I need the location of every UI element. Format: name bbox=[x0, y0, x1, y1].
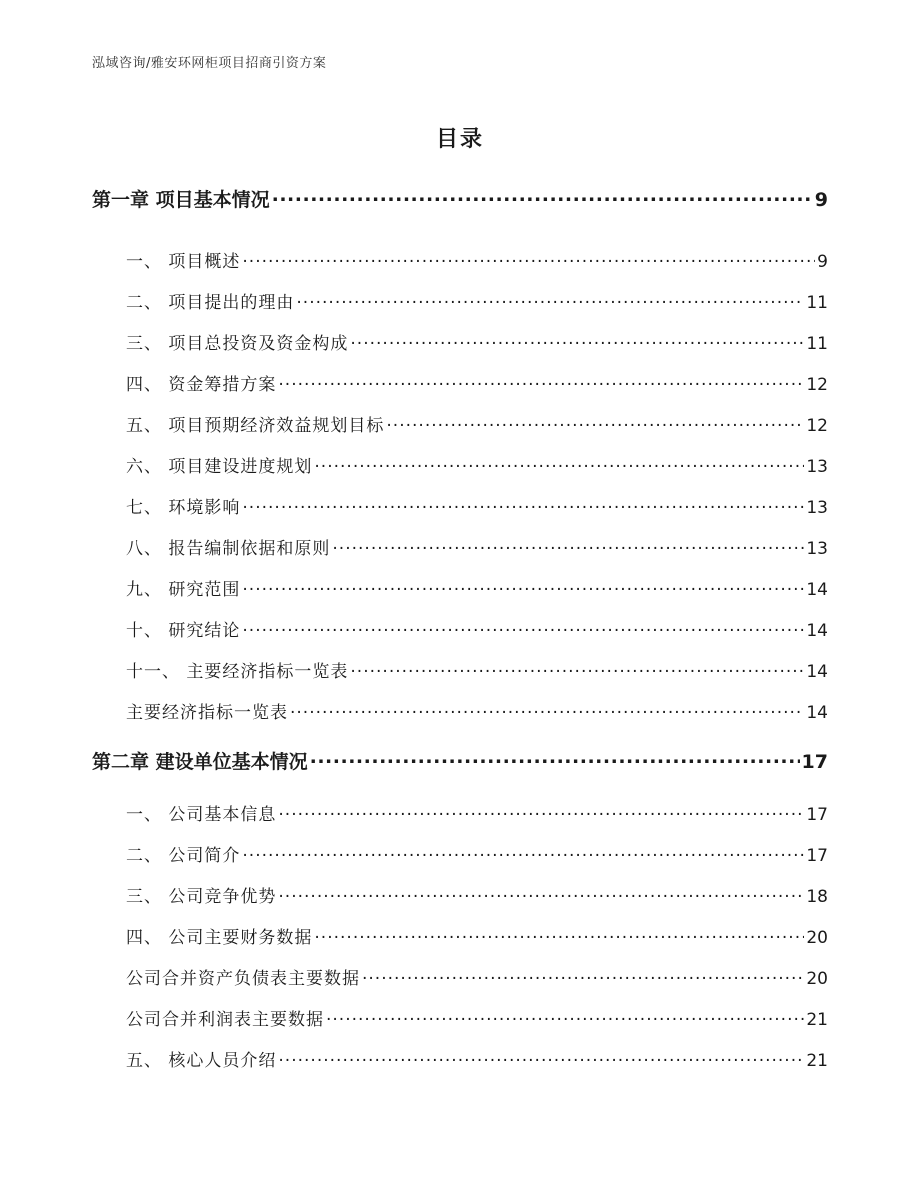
toc-chapter-entry[interactable] bbox=[92, 185, 828, 212]
toc-title: 目录 bbox=[435, 127, 484, 152]
toc-section-entry[interactable] bbox=[126, 493, 828, 518]
toc-entry-label: 十、 研究结论 bbox=[126, 621, 241, 641]
toc-entry-page: 18 bbox=[806, 887, 828, 907]
toc-entry-label: 第一章 项目基本情况 bbox=[92, 189, 270, 211]
toc-section-entry[interactable] bbox=[126, 882, 828, 907]
toc-section-entry[interactable] bbox=[126, 657, 828, 682]
toc-section-entry[interactable] bbox=[126, 370, 828, 395]
toc-entry-label: 第二章 建设单位基本情况 bbox=[92, 751, 308, 773]
toc-entry-page: 20 bbox=[806, 928, 828, 948]
toc-entry-label: 四、 资金筹措方案 bbox=[126, 375, 277, 395]
toc-section-entry[interactable] bbox=[126, 329, 828, 354]
dot-leader bbox=[314, 455, 804, 472]
toc-entry-label: 八、 报告编制依据和原则 bbox=[126, 539, 331, 559]
toc-entry-label: 三、 公司竞争优势 bbox=[126, 887, 277, 907]
toc-section-entry[interactable] bbox=[126, 1046, 828, 1071]
dot-leader bbox=[332, 537, 804, 554]
dot-leader bbox=[242, 844, 804, 861]
dot-leader bbox=[350, 660, 804, 677]
toc-section-entry[interactable] bbox=[126, 575, 828, 600]
dot-leader bbox=[278, 885, 804, 902]
toc-chapter-entry[interactable] bbox=[92, 747, 828, 774]
toc-entry-label: 主要经济指标一览表 bbox=[126, 703, 288, 723]
toc-section-entry[interactable] bbox=[126, 288, 828, 313]
dot-leader bbox=[350, 332, 804, 349]
dot-leader bbox=[314, 926, 804, 943]
toc-section-entry[interactable] bbox=[126, 534, 828, 559]
toc-entry-page: 14 bbox=[806, 703, 828, 723]
toc-entry-label: 五、 核心人员介绍 bbox=[126, 1051, 277, 1071]
toc-entry-page: 11 bbox=[806, 334, 828, 354]
toc-entry-label: 六、 项目建设进度规划 bbox=[126, 457, 313, 477]
toc-entry-page: 12 bbox=[806, 416, 828, 436]
dot-leader bbox=[362, 967, 804, 984]
toc-entry-label: 九、 研究范围 bbox=[126, 580, 241, 600]
toc-entry-page: 17 bbox=[806, 805, 828, 825]
running-header: 泓域咨询/雅安环网柜项目招商引资方案 bbox=[92, 56, 327, 71]
toc-entry-page: 14 bbox=[806, 580, 828, 600]
dot-leader bbox=[290, 701, 804, 718]
toc-section-entry[interactable] bbox=[126, 841, 828, 866]
toc-entry-label: 一、 公司基本信息 bbox=[126, 805, 277, 825]
toc-section-entry[interactable] bbox=[126, 616, 828, 641]
toc-entry-label: 公司合并资产负债表主要数据 bbox=[126, 969, 360, 989]
dot-leader bbox=[386, 414, 804, 431]
toc-section-entry[interactable] bbox=[126, 1005, 828, 1030]
toc-entry-page: 13 bbox=[806, 457, 828, 477]
toc-entry-page: 9 bbox=[817, 252, 828, 272]
toc-section-entry[interactable] bbox=[126, 452, 828, 477]
toc-entry-label: 三、 项目总投资及资金构成 bbox=[126, 334, 349, 354]
toc-entry-page: 13 bbox=[806, 539, 828, 559]
toc-entry-label: 十一、 主要经济指标一览表 bbox=[126, 662, 349, 682]
toc-entry-page: 17 bbox=[806, 846, 828, 866]
dot-leader bbox=[242, 496, 804, 513]
toc-entry-page: 20 bbox=[806, 969, 828, 989]
toc-entry-label: 四、 公司主要财务数据 bbox=[126, 928, 313, 948]
dot-leader bbox=[278, 803, 804, 820]
toc-entry-label: 五、 项目预期经济效益规划目标 bbox=[126, 416, 385, 436]
toc-entry-page: 9 bbox=[814, 189, 828, 211]
toc-entry-page: 11 bbox=[806, 293, 828, 313]
toc-entry-label: 二、 公司简介 bbox=[126, 846, 241, 866]
toc-section-entry[interactable] bbox=[126, 247, 828, 272]
toc-entry-label: 七、 环境影响 bbox=[126, 498, 241, 518]
toc-section-entry[interactable] bbox=[126, 923, 828, 948]
toc-section-entry[interactable] bbox=[126, 800, 828, 825]
toc-entry-page: 12 bbox=[806, 375, 828, 395]
dot-leader bbox=[242, 578, 804, 595]
toc-entry-label: 公司合并利润表主要数据 bbox=[126, 1010, 324, 1030]
toc-entry-page: 17 bbox=[801, 751, 828, 773]
toc-section-entry[interactable] bbox=[126, 411, 828, 436]
toc-entry-page: 13 bbox=[806, 498, 828, 518]
dot-leader bbox=[296, 291, 804, 308]
dot-leader bbox=[310, 749, 800, 768]
dot-leader bbox=[278, 1049, 804, 1066]
toc-entry-page: 21 bbox=[806, 1051, 828, 1071]
toc-entry-page: 14 bbox=[806, 621, 828, 641]
dot-leader bbox=[242, 250, 815, 267]
toc-entry-label: 二、 项目提出的理由 bbox=[126, 293, 295, 313]
toc-entry-page: 21 bbox=[806, 1010, 828, 1030]
dot-leader bbox=[242, 619, 804, 636]
dot-leader bbox=[272, 187, 813, 206]
toc-section-entry[interactable] bbox=[126, 964, 828, 989]
toc-entry-label: 一、 项目概述 bbox=[126, 252, 241, 272]
dot-leader bbox=[278, 373, 804, 390]
toc-entry-page: 14 bbox=[806, 662, 828, 682]
toc-section-entry[interactable] bbox=[126, 698, 828, 723]
dot-leader bbox=[326, 1008, 804, 1025]
